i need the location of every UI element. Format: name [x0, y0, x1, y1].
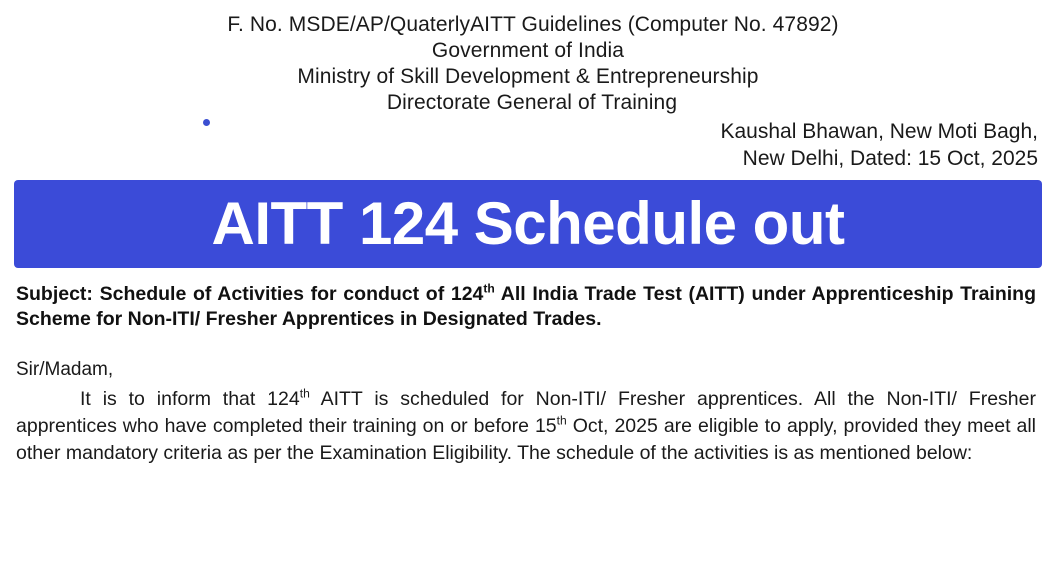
bullet-dot-icon: [203, 119, 210, 126]
paragraph-ordinal-suffix-1: th: [299, 386, 310, 401]
paragraph-ordinal-suffix-2: th: [556, 413, 567, 428]
highlight-banner: [14, 180, 1042, 268]
government-line: Government of India: [431, 39, 625, 62]
file-number: F. No. MSDE/AP/QuaterlyAITT Guidelines (Computer No. 47892): [227, 13, 839, 36]
subject-ordinal-suffix: th: [483, 281, 495, 296]
letter-body: [0, 268, 1056, 467]
ministry-line: Ministry of Skill Development & Entrepreneurship: [297, 65, 759, 88]
salutation: Sir/Madam,: [16, 359, 114, 380]
letterhead: [0, 0, 1056, 116]
paragraph-part-1: It is to inform that 124: [80, 388, 300, 410]
address-line-1: Kaushal Bhawan, New Moti Bagh,: [720, 120, 1038, 143]
subject-part-2: All India Trade Test (AITT) under Apprenticeship Training Scheme for Non-ITI/ Fresher Apprentices in Designated Trades.: [16, 283, 1036, 330]
banner-title: AITT 124 Schedule out: [211, 190, 845, 257]
paragraph-part-3: Oct, 2025 are eligible to apply, provided they meet all other mandatory criteria as per the Examination Eligibility. The schedule of the activities is as mentioned below:: [16, 415, 1036, 464]
subject-label: Subject:: [16, 283, 93, 305]
body-paragraph: [16, 386, 1036, 467]
address-line-2: New Delhi, Dated: 15 Oct, 2025: [742, 147, 1038, 170]
address-block: [0, 118, 1056, 172]
paragraph-part-2: AITT is scheduled for Non-ITI/ Fresher apprentices. All the Non-ITI/ Fresher apprentices who have completed their training on or before 15: [16, 388, 1036, 437]
subject-part-1: Schedule of Activities for conduct of 124: [92, 283, 484, 305]
subject-line: [16, 282, 1036, 332]
directorate-line: Directorate General of Training: [386, 91, 678, 114]
